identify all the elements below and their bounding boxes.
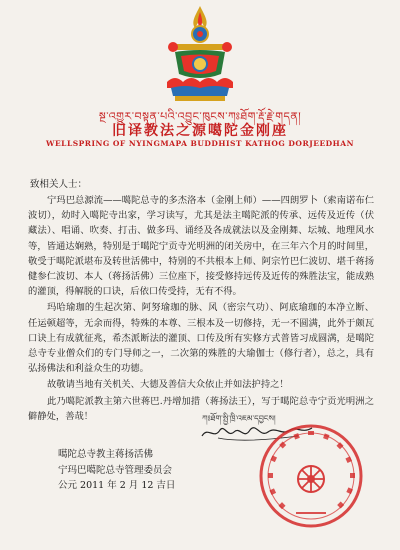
title-chinese: 旧译教法之源噶陀金刚座 — [112, 123, 288, 139]
signer-line-1: 噶陀总寺教主蒋扬活佛 — [58, 449, 154, 460]
signature-block — [58, 447, 175, 494]
salutation: 致相关人士： — [30, 179, 88, 190]
letter-body — [28, 193, 374, 425]
paragraph: 故敬请当地有关机关、大德及善信大众依止并如法护持之！ — [47, 379, 289, 391]
title-tibetan: སྔ་འགྱུར་བསྟན་པའི་འབྱུང་ཁུངས་ཀཿཐོག་རྡོ་རྗེ་གདན། — [98, 110, 302, 123]
paragraph: 玛哈瑜珈的生起次第、阿努瑜珈的脉、风（密宗气功）、阿底瑜珈的本净立断、任运顿超等，无余而得，特殊的本尊、三根本及一切修持，无一不圆满，此外于颇瓦口诀上有成就征兆，希杰派断法的灌顶、口传及所有实修方式普皆习成圆满，是噶陀总寺专业僧众们的专门导师之一，二次第的殊胜的大瑜伽士（修行者），总之，具有弘扬佛法和利益众生的功德。 — [28, 302, 374, 375]
paragraph: 宁玛巴总源流——噶陀总寺的多杰洛本（金刚上师）——四朗罗卜（索南诺布仁波切），幼时入噶陀寺出家，学习读写，尤其是法主噶陀派的传承、远传及近传（伏藏法）、唱诵、吹奏、打击、做多玛、诵经及各成就法以及金刚舞、坛城、地理风水等，皆通达娴熟，特别是于噶陀宁贡寺光明洲的闭关房中，在三年六个月的时间里，敬受于噶陀派堪布及转世活佛中，特别的不共根本上师、阿宗竹巴仁波切、堪千蒋扬健参仁波切、本人（蒋扬活佛）三位座下，接受修持远传及近传的殊胜法宝，能成熟的灌顶，得解脱的口诀，后依口传受持，无有不得。 — [28, 195, 374, 298]
letter-date: 公元 2011 年 2 月 12 吉日 — [58, 480, 176, 491]
title-english: WELLSPRING OF NYINGMAPA BUDDHIST KATHOG DORJEEDHAN — [46, 139, 354, 148]
red-official-seal — [256, 421, 366, 531]
paragraph: 此乃噶陀派教主第六世蒋巴.丹增加措（蒋扬法王），写于噶陀总寺宁贡光明洲之僻静处，善哉！ — [28, 395, 374, 422]
signer-line-2: 宁玛巴噶陀总寺管理委员会 — [58, 464, 173, 476]
kathog-emblem-logo — [155, 4, 245, 104]
tibetan-name: ཀཿཐོག་སྤྱི་ཁྲི་འཇམ་དབྱངས། — [202, 414, 276, 423]
